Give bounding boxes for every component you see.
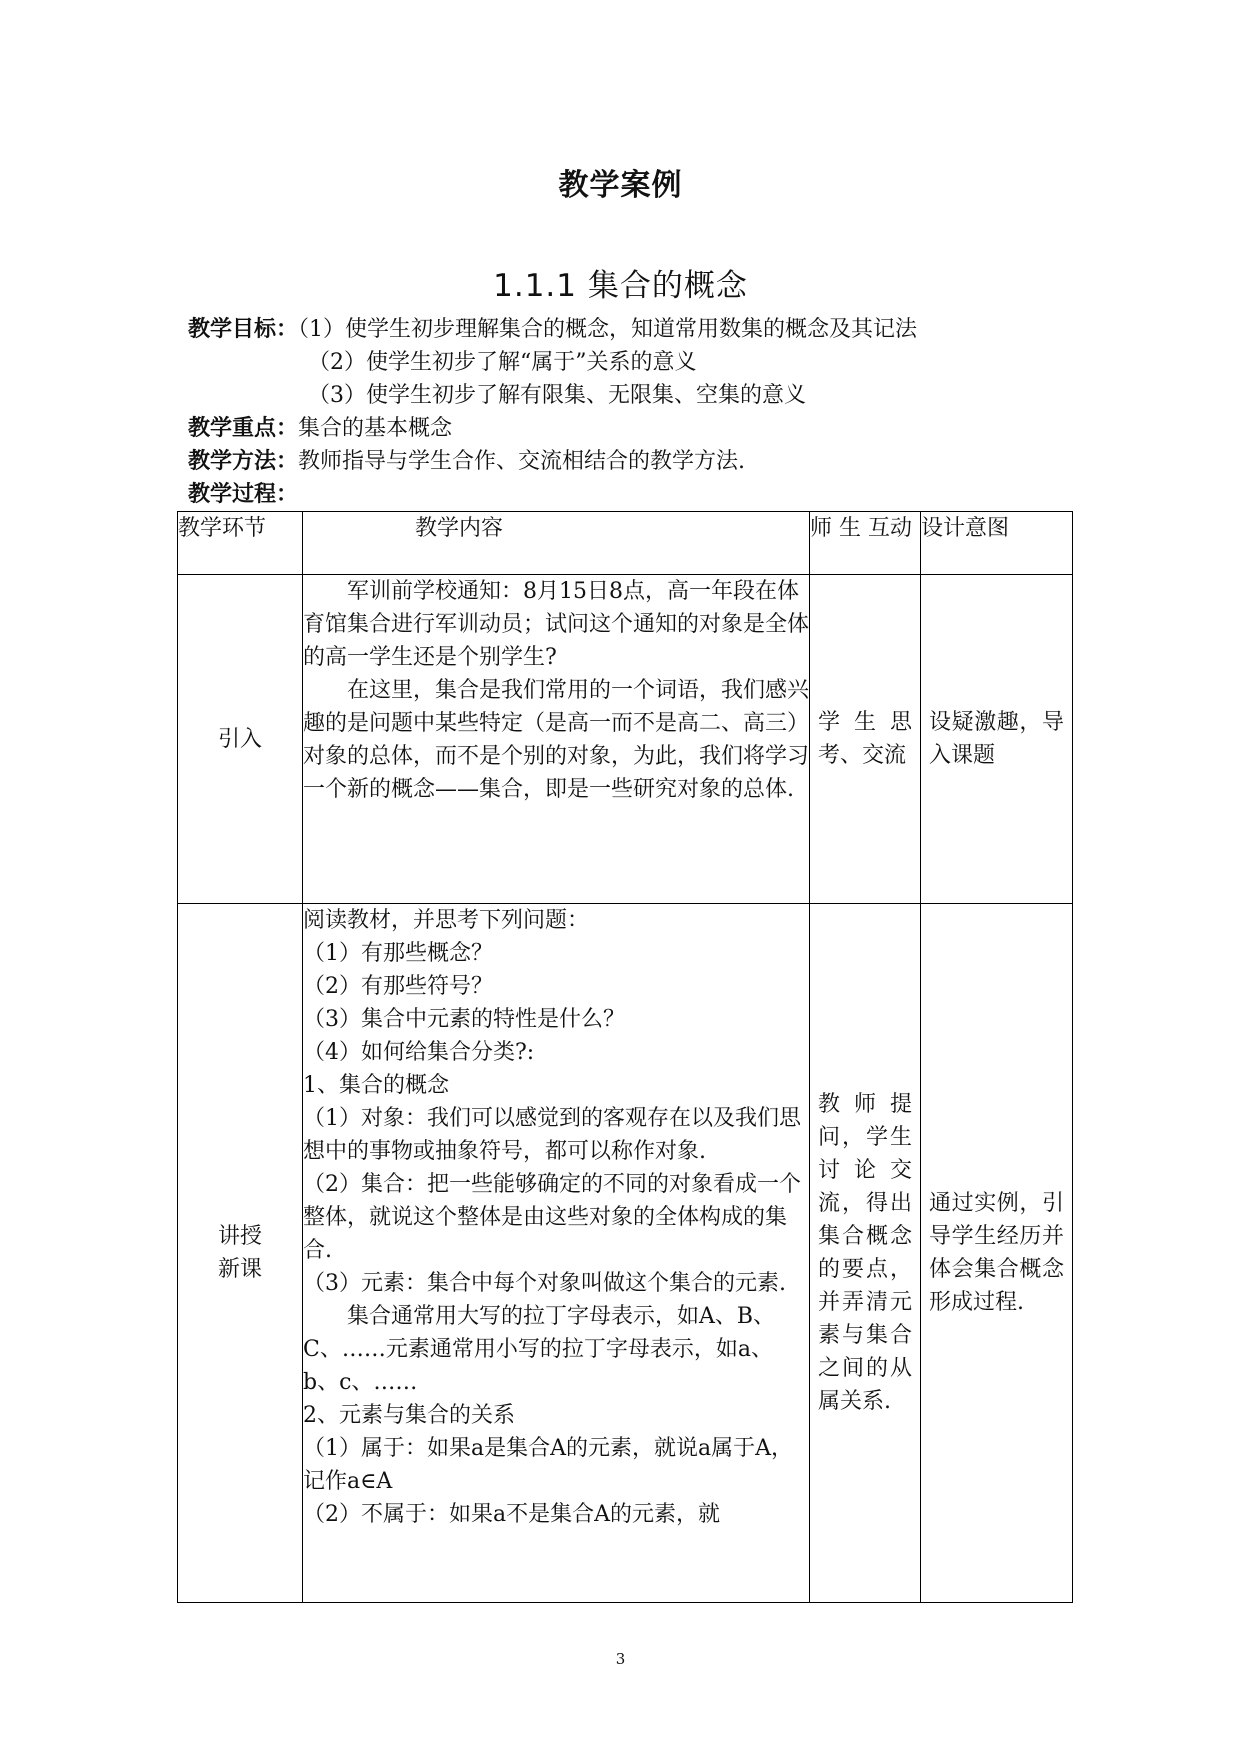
intent-cell: 设疑激趣，导入课题 xyxy=(921,575,1073,904)
objective-item: （3）使学生初步了解有限集、无限集、空集的意义 xyxy=(308,383,806,408)
content-line: 2、元素与集合的关系 xyxy=(303,1403,515,1428)
content-line: （2）有那些符号？ xyxy=(303,974,493,999)
table-row xyxy=(178,575,1073,904)
content-line: （1）对象：我们可以感觉到的客观存在以及我们思想中的事物或抽象符号，都可以称作对象. xyxy=(303,1106,801,1164)
header-phase: 教学环节 xyxy=(178,512,303,575)
header-intent: 设计意图 xyxy=(921,512,1073,575)
method-text: 教师指导与学生合作、交流相结合的教学方法. xyxy=(298,449,746,474)
method-label: 教学方法： xyxy=(188,449,299,474)
header-interaction: 师 生 互动 xyxy=(810,512,921,575)
content-line: （3）元素：集合中每个对象叫做这个集合的元素. xyxy=(303,1271,786,1296)
phase-cell: 讲授新课 xyxy=(178,904,303,1603)
content-line: （1）有那些概念？ xyxy=(303,941,493,966)
content-paragraph: 军训前学校通知：8月15日8点，高一年段在体育馆集合进行军训动员；试问这个通知的对象是全体的高一学生还是个别学生? xyxy=(303,579,810,670)
content-line: 1、集合的概念 xyxy=(303,1073,449,1098)
content-line: （1）属于：如果a是集合A的元素，就说a属于A，记作a∈A xyxy=(303,1436,794,1494)
page-number: 3 xyxy=(615,1650,626,1668)
content-cell xyxy=(303,575,810,904)
document-title: 教学案例 xyxy=(558,168,683,203)
keypoint-line xyxy=(188,412,452,445)
method-line xyxy=(188,445,745,478)
table-row xyxy=(178,904,1073,1603)
phase-cell: 引入 xyxy=(178,575,303,904)
lesson-table xyxy=(177,511,1073,1603)
keypoint-text: 集合的基本概念 xyxy=(298,416,453,441)
interaction-cell: 学生思考、交流 xyxy=(810,575,921,904)
process-label: 教学过程： xyxy=(188,482,299,507)
content-line: （3）集合中元素的特性是什么？ xyxy=(303,1007,625,1032)
objective-item: （2）使学生初步了解“属于”关系的意义 xyxy=(308,350,697,375)
process-line xyxy=(188,478,298,511)
table-header-row xyxy=(178,512,1073,575)
objective-item: （1）使学生初步理解集合的概念，知道常用数集的概念及其记法 xyxy=(298,317,918,342)
objectives-label: 教学目标： xyxy=(188,317,299,342)
content-line: （4）如何给集合分类?: xyxy=(303,1040,535,1065)
content-line: （2）不属于：如果a不是集合A的元素，就 xyxy=(303,1502,721,1527)
intent-cell: 通过实例，引导学生经历并体会集合概念形成过程. xyxy=(921,904,1073,1603)
lesson-title: 1.1.1 集合的概念 xyxy=(493,268,748,304)
content-line: （2）集合：把一些能够确定的不同的对象看成一个整体，就说这个整体是由这些对象的全体构成的集合. xyxy=(303,1172,801,1263)
objectives-line xyxy=(188,313,917,346)
content-cell xyxy=(303,904,810,1603)
keypoint-label: 教学重点： xyxy=(188,416,299,441)
interaction-cell: 教师提问，学生讨论交流，得出集合概念的要点，并弄清元素与集合之间的从属关系. xyxy=(810,904,921,1603)
header-content: 教学内容 xyxy=(303,512,810,575)
content-paragraph: 在这里，集合是我们常用的一个词语，我们感兴趣的是问题中某些特定（是高一而不是高二、高三）对象的总体，而不是个别的对象，为此，我们将学习一个新的概念——集合，即是一些研究对象的总体. xyxy=(303,678,810,802)
content-line: 集合通常用大写的拉丁字母表示，如A、B、C、……元素通常用小写的拉丁字母表示，如a、b、c、…… xyxy=(303,1304,776,1395)
content-line: 阅读教材，并思考下列问题： xyxy=(303,908,590,933)
